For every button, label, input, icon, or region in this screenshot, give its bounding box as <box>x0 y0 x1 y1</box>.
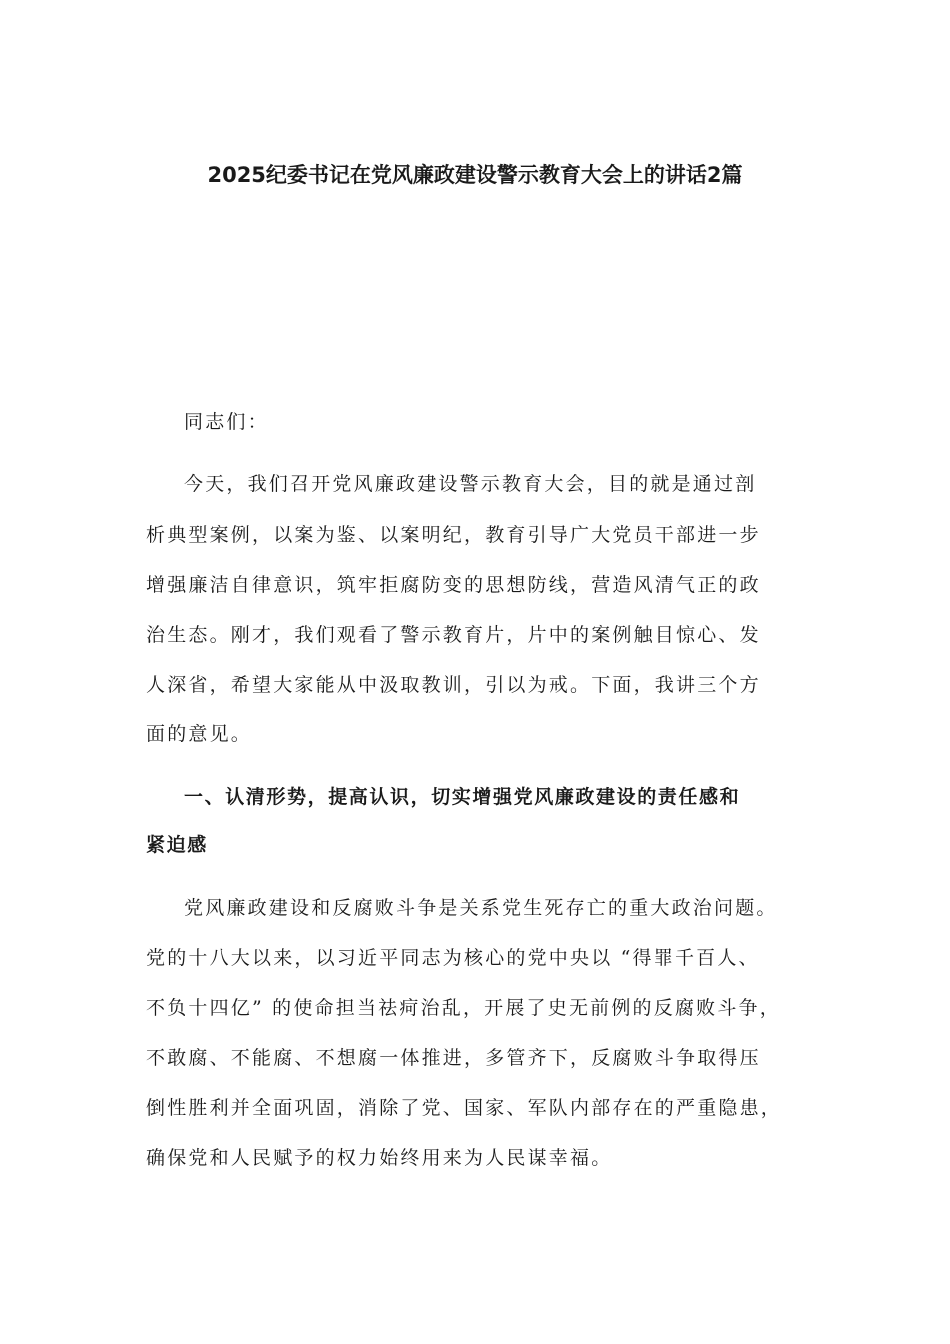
intro-line-1: 今天，我们召开党风廉政建设警示教育大会，目的就是通过剖 <box>184 473 757 495</box>
section1-body-line-5: 倒性胜利并全面巩固，消除了党、国家、军队内部存在的严重隐患， <box>146 1097 783 1119</box>
intro-line-6: 面的意见。 <box>146 723 253 745</box>
section1-body-line-1: 党风廉政建设和反腐败斗争是关系党生死存亡的重大政治问题。 <box>184 897 778 919</box>
salutation: 同志们： <box>184 411 269 433</box>
intro-line-5: 人深省，希望大家能从中汲取教训，引以为戒。下面，我讲三个方 <box>146 674 761 696</box>
intro-line-2: 析典型案例，以案为鉴、以案明纪，教育引导广大党员干部进一步 <box>146 524 761 546</box>
document-title: 2025纪委书记在党风廉政建设警示教育大会上的讲话2篇 <box>207 163 743 187</box>
section1-heading-line-2: 紧迫感 <box>146 834 208 856</box>
section1-heading-line-1: 一、认清形势，提高认识，切实增强党风廉政建设的责任感和 <box>184 786 741 808</box>
intro-line-4: 治生态。刚才，我们观看了警示教育片，片中的案例触目惊心、发 <box>146 624 761 646</box>
section1-body-line-2: 党的十八大以来，以习近平同志为核心的党中央以 “得罪千百人、 <box>146 947 760 969</box>
section1-body-line-3: 不负十四亿” 的使命担当祛疴治乱，开展了史无前例的反腐败斗争， <box>146 997 781 1019</box>
section1-body-line-4: 不敢腐、不能腐、不想腐一体推进，多管齐下，反腐败斗争取得压 <box>146 1047 761 1069</box>
section1-body-line-6: 确保党和人民赋予的权力始终用来为人民谋幸福。 <box>146 1147 613 1169</box>
intro-line-3: 增强廉洁自律意识，筑牢拒腐防变的思想防线，营造风清气正的政 <box>146 574 761 596</box>
